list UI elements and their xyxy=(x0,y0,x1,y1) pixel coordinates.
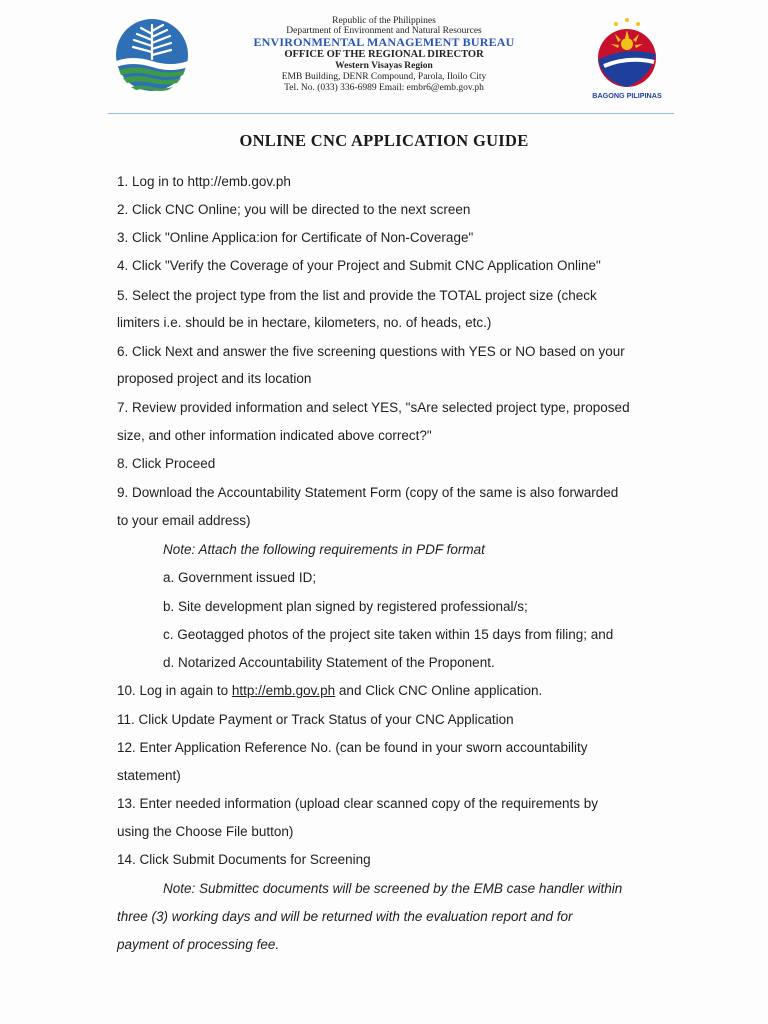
step-12-line-1: 12. Enter Application Reference No. (can be found in your sworn accountability xyxy=(117,740,588,755)
requirement-b: b. Site development plan signed by registered professional/s; xyxy=(163,599,528,614)
step-5-line-1: 5. Select the project type from the list and provide the TOTAL project size (check xyxy=(117,288,597,303)
letterhead-divider xyxy=(108,113,674,114)
screening-note-line-3: payment of processing fee. xyxy=(117,937,280,952)
step-9-line-2: to your email address) xyxy=(117,513,251,528)
requirements-note: Note: Attach the following requirements in PDF format xyxy=(163,542,485,557)
step-14: 14. Click Submit Documents for Screening xyxy=(117,852,371,867)
step-10-suffix: and Click CNC Online application. xyxy=(335,683,543,698)
letterhead xyxy=(240,16,528,94)
step-3: 3. Click "Online Applica:ion for Certificate of Non-Coverage" xyxy=(117,230,474,245)
step-2: 2. Click CNC Online; you will be directed to the next screen xyxy=(117,202,471,217)
republic-line: Republic of the Philippines xyxy=(332,16,436,26)
step-10-prefix: 10. Log in again to xyxy=(117,683,232,698)
screening-note-line-2: three (3) working days and will be returned with the evaluation report and for xyxy=(117,909,573,924)
requirement-d: d. Notarized Accountability Statement of the Proponent. xyxy=(163,655,495,670)
step-12-line-2: statement) xyxy=(117,768,181,783)
denr-emb-logo-icon xyxy=(113,17,191,93)
bureau-name: ENVIRONMENTAL MANAGEMENT BUREAU xyxy=(253,35,515,49)
step-6-line-1: 6. Click Next and answer the five screening questions with YES or NO based on your xyxy=(117,344,625,359)
step-5-line-2: limiters i.e. should be in hectare, kilometers, no. of heads, etc.) xyxy=(117,315,492,330)
requirement-c: c. Geotagged photos of the project site taken within 15 days from filing; and xyxy=(163,627,614,642)
step-13-line-2: using the Choose File button) xyxy=(117,824,294,839)
step-7-line-2: size, and other information indicated above correct?" xyxy=(117,428,432,443)
region-name: Western Visayas Region xyxy=(335,61,433,71)
step-13-line-1: 13. Enter needed information (upload clear scanned copy of the requirements by xyxy=(117,796,599,811)
address-line: EMB Building, DENR Compound, Parola, Iloilo City xyxy=(281,72,487,82)
step-8: 8. Click Proceed xyxy=(117,456,216,471)
office-name: OFFICE OF THE REGIONAL DIRECTOR xyxy=(284,49,484,60)
step-4: 4. Click "Verify the Coverage of your Project and Submit CNC Application Online" xyxy=(117,258,601,273)
step-7-line-1: 7. Review provided information and select YES, "sAre selected project type, proposed xyxy=(117,400,630,415)
step-9-line-1: 9. Download the Accountability Statement Form (copy of the same is also forwarded xyxy=(117,485,619,500)
page-title: ONLINE CNC APPLICATION GUIDE xyxy=(239,131,529,150)
step-11: 11. Click Update Payment or Track Status of your CNC Application xyxy=(117,712,514,727)
step-10 xyxy=(117,682,542,700)
requirement-a: a. Government issued ID; xyxy=(163,570,317,585)
contact-line: Tel. No. (033) 336-6989 Email: embr6@emb.gov.ph xyxy=(284,83,484,93)
step-1: 1. Log in to http://emb.gov.ph xyxy=(117,174,291,189)
screening-note-line-1: Note: Submittec documents will be screened by the EMB case handler within xyxy=(163,881,623,896)
emb-website-link[interactable]: http://emb.gov.ph xyxy=(231,683,336,698)
step-6-line-2: proposed project and its location xyxy=(117,371,312,386)
department-line: Department of Environment and Natural Resources xyxy=(286,26,482,36)
bagong-pilipinas-text: BAGONG PILIPINAS xyxy=(592,91,662,100)
bagong-pilipinas-logo-icon xyxy=(584,16,670,100)
